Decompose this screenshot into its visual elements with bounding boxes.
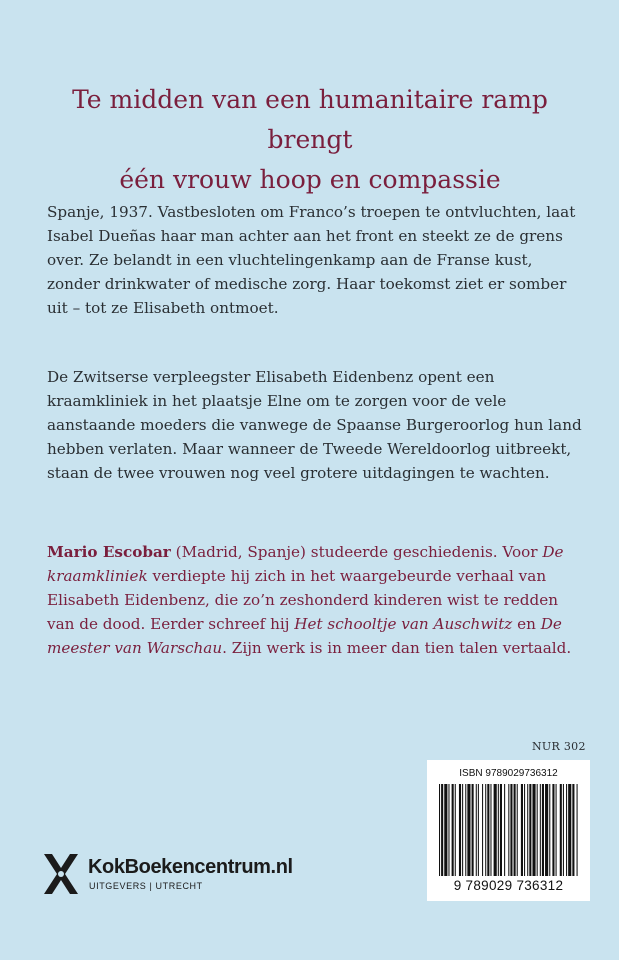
barcode-bar — [549, 784, 550, 876]
book-title-schooltje: Het schooltje van Auschwitz — [294, 615, 513, 633]
barcode-bar — [487, 784, 489, 876]
barcode-bar — [560, 784, 562, 876]
publisher-subtitle: UITGEVERS | UTRECHT — [89, 881, 203, 891]
barcode-bar — [537, 784, 538, 876]
barcode-bar — [552, 784, 554, 876]
publisher-name: KokBoekencentrum.nl — [88, 856, 293, 878]
barcode-bar — [568, 784, 571, 876]
barcode-bar — [524, 784, 525, 876]
headline-line-2: één vrouw hoop en compassie — [119, 165, 501, 194]
barcode-bar — [508, 784, 509, 876]
barcode-bar — [467, 784, 470, 876]
kok-x-logo-icon — [40, 850, 82, 898]
barcode-bar — [498, 784, 499, 876]
barcode-bar — [494, 784, 497, 876]
barcode-bar — [577, 784, 578, 876]
barcode-bar — [459, 784, 461, 876]
barcode-bar — [540, 784, 541, 876]
barcode-bar — [510, 784, 512, 876]
barcode-bar — [521, 784, 523, 876]
book-title-kraamkliniek: De kraamkliniek — [47, 543, 564, 585]
author-bio-text-2: verdiepte hij zich in het waargebeurde verhaal van Elisabeth Eidenbenz, die zo’n zeshonderd kinderen wist te redden van de dood. Eerder schreef hij — [47, 567, 559, 633]
author-bio — [47, 540, 587, 660]
barcode-bar — [566, 784, 567, 876]
barcode-bar — [485, 784, 486, 876]
barcode-bar — [517, 784, 518, 876]
barcode-bar — [482, 784, 483, 876]
barcode-bar — [529, 784, 531, 876]
barcode-bar — [455, 784, 456, 876]
blurb-paragraph-2: De Zwitserse verpleegster Elisabeth Eidenbenz opent een kraamkliniek in het plaatsje Elne om te zorgen voor de vele aanstaande moeders die vanwege de Spaanse Burgeroorlog hun land hebben verlaten. Maar wanneer de Tweede Wereldoorlog uitbreekt, staan de twee vrouwen nog veel grotere uitdagingen te wachten. — [47, 368, 582, 482]
barcode-bar — [556, 784, 557, 876]
author-bio-text-4: . Zijn werk is in meer dan tien talen vertaald. — [222, 639, 572, 657]
nur-code: NUR 302 — [532, 740, 586, 753]
barcode-bar — [514, 784, 516, 876]
barcode-bar — [490, 784, 491, 876]
barcode-bar — [563, 784, 564, 876]
barcode-bar — [476, 784, 477, 876]
publisher-logo — [40, 850, 340, 900]
barcode-bar — [504, 784, 505, 876]
barcode-bar — [478, 784, 479, 876]
barcode-bar — [500, 784, 502, 876]
barcode-bar — [527, 784, 528, 876]
barcode-bar — [439, 784, 440, 876]
barcode-bar — [545, 784, 548, 876]
barcode-bar — [532, 784, 535, 876]
author-bio-text-1: (Madrid, Spanje) studeerde geschiedenis. Voor — [170, 543, 543, 561]
book-title-meester: De meester van Warschau — [47, 615, 562, 657]
barcode-bar — [465, 784, 466, 876]
barcode-bar — [572, 784, 574, 876]
barcode-bar — [542, 784, 544, 876]
barcode-box — [427, 760, 590, 901]
isbn-digits: 9 789029 736312 — [453, 878, 564, 893]
barcode-bar — [448, 784, 449, 876]
barcode-bar — [441, 784, 443, 876]
blurb-paragraph-1: Spanje, 1937. Vastbesloten om Franco’s troepen te ontvluchten, laat Isabel Dueñas haar man achter aan het front en steekt ze de grens over. Ze belandt in een vluchtelingenkamp aan de Franse kust, zonder drinkwater of medische zorg. Haar toekomst ziet er somber uit – tot ze Elisabeth ontmoet. — [47, 203, 576, 317]
barcode-bar — [444, 784, 447, 876]
isbn-label: ISBN 9789029736312 — [459, 768, 558, 779]
headline — [40, 80, 580, 200]
author-bio-text-3: en — [512, 615, 541, 633]
barcode-bar — [452, 784, 454, 876]
author-name: Mario Escobar — [47, 543, 171, 561]
barcode-bar — [472, 784, 474, 876]
headline-line-1: Te midden van een humanitaire ramp brengt — [72, 85, 548, 154]
barcode-bar — [462, 784, 463, 876]
barcode-bars — [439, 784, 578, 876]
